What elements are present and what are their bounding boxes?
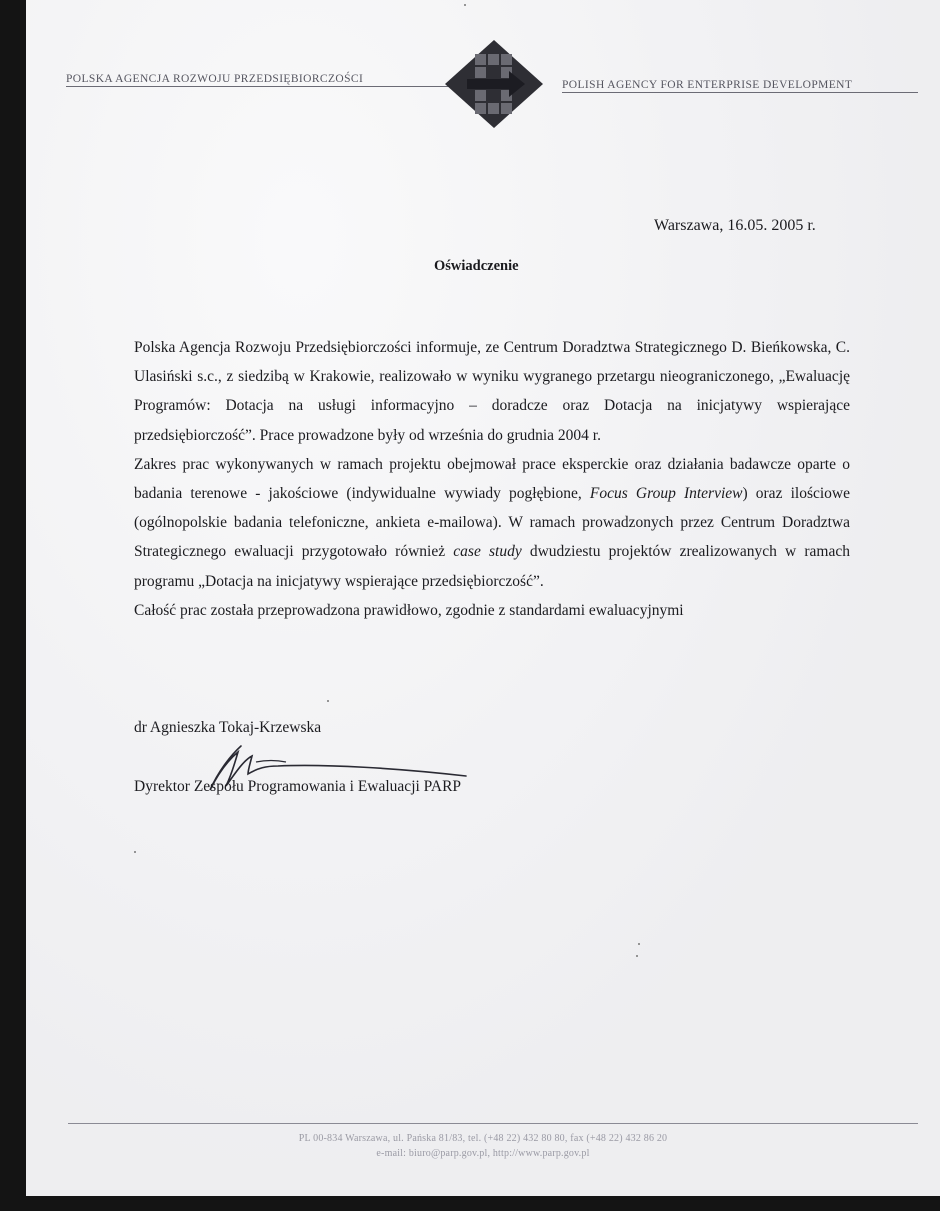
signer-role: Dyrektor Zespołu Programowania i Ewaluacji PARP — [134, 778, 462, 795]
parp-logo-icon — [445, 40, 543, 128]
paragraph-2 — [134, 450, 850, 596]
letter-title: Oświadczenie — [434, 258, 519, 274]
footer-address: PL 00-834 Warszawa, ul. Pańska 81/83, tel. (+48 22) 432 80 80, fax (+48 22) 432 86 20 — [298, 1133, 668, 1144]
letter-page — [26, 0, 940, 1196]
paragraph-2-text-b: ) oraz ilościowe (ogólnopolskie badania telefoniczne, ankieta e-mailowa). W ramach prowadzonych przez Centrum Doradztwa Strategicznego ewaluacji przygotowało również — [134, 485, 850, 561]
footer-contact: e-mail: biuro@parp.gov.pl, http://www.parp.gov.pl — [376, 1148, 590, 1159]
paper-speck — [327, 700, 329, 702]
letter-body — [134, 333, 850, 625]
letter-date: Warszawa, 16.05. 2005 r. — [654, 217, 816, 234]
paragraph-2-text-a: Zakres prac wykonywanych w ramach projektu obejmował prace eksperckie oraz działania badawcze oparte o badania terenowe - jakościowe (indywidualne wywiady pogłębione, — [134, 455, 850, 503]
footer-divider — [68, 1123, 918, 1124]
paper-speck — [638, 943, 640, 945]
paper-speck — [134, 851, 136, 853]
paragraph-3: Całość prac została przeprowadzona prawidłowo, zgodnie z standardami ewaluacyjnymi — [134, 601, 684, 619]
paragraph-1: Polska Agencja Rozwoju Przedsiębiorczości informuje, ze Centrum Doradztwa Strategicznego D. Bieńkowska, C. Ulasiński s.c., z siedzibą w Krakowie, realizowało w wyniku wygranego przetargu nieograniczonego, „Ewaluację Programów: Dotacja na usługi informacyjno – doradcze oraz Dotacja na inicjatywy wspierające przedsiębiorczość”. Prace prowadzone były od września do grudnia 2004 r. — [134, 339, 850, 444]
paragraph-2-text-c: dwudziestu projektów zrealizowanych w ramach programu „Dotacja na inicjatywy wspierające przedsiębiorczość”. — [134, 543, 850, 590]
letterhead-english-name: POLISH AGENCY FOR ENTERPRISE DEVELOPMENT — [562, 79, 918, 93]
letterhead-polish-name: POLSKA AGENCJA ROZWOJU PRZEDSIĘBIORCZOŚCI — [66, 73, 466, 87]
signer-name: dr Agnieszka Tokaj-Krzewska — [134, 719, 322, 736]
paper-speck — [636, 955, 638, 957]
paragraph-2-italic-term-2: case study — [453, 543, 522, 561]
paper-speck — [464, 4, 466, 6]
paragraph-2-italic-term: Focus Group Interview — [589, 485, 743, 503]
